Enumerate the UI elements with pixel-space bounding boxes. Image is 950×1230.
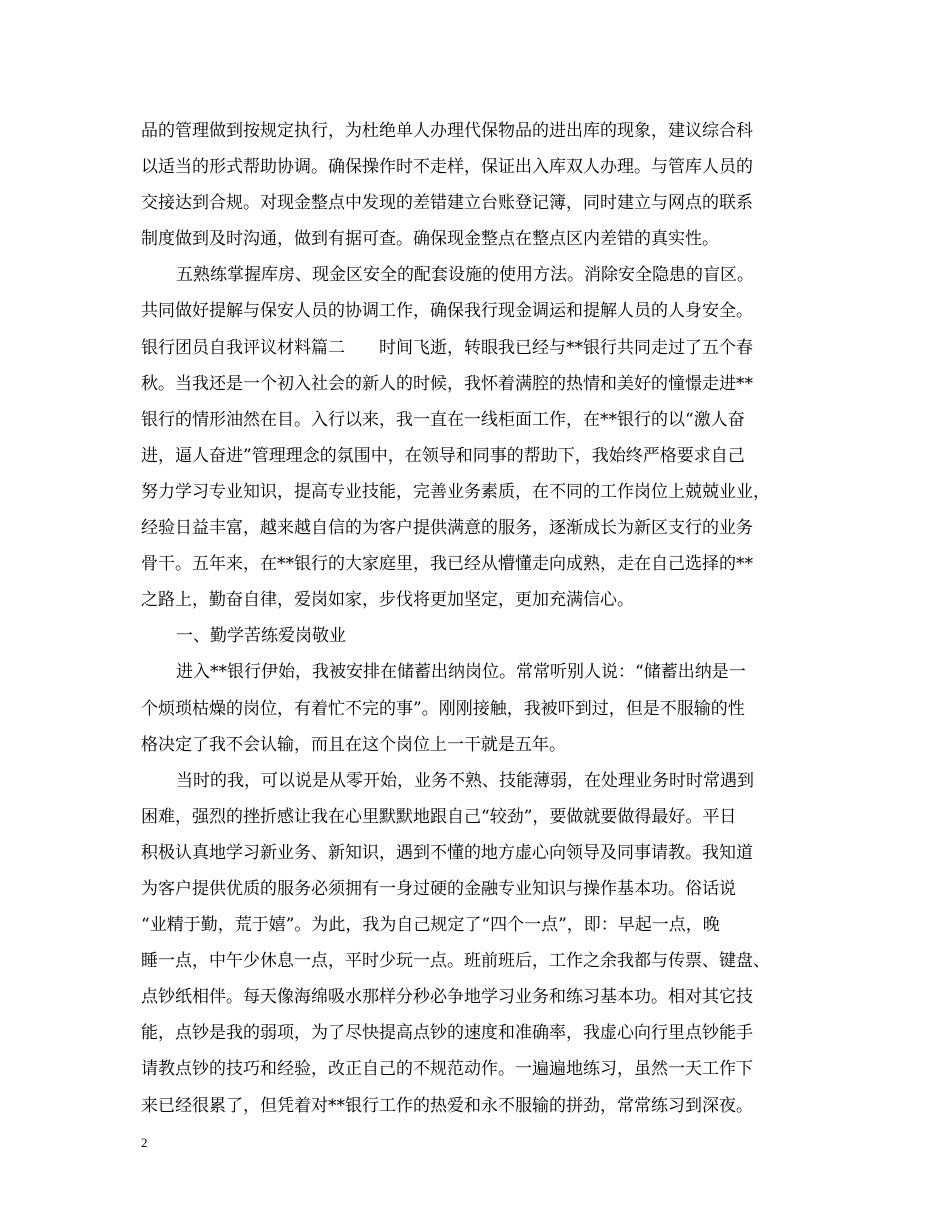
text-line: 困难，强烈的挫折感让我在心里默默地跟自己“较劲”，要做就要做得最好。平日 bbox=[141, 806, 737, 827]
text-line: 品的管理做到按规定执行，为杜绝单人办理代保物品的进出库的现象，建议综合科 bbox=[141, 121, 753, 141]
text-line: 骨干。五年来，在**银行的大家庭里，我已经从懵懂走向成熟，走在自己选择的** bbox=[141, 554, 753, 575]
text-line: 请教点钞的技巧和经验，改正自己的不规范动作。一遍遍地练习，虽然一天工作下 bbox=[141, 1059, 753, 1080]
body-text bbox=[141, 113, 821, 1124]
text-line: 来已经很累了，但凭着对**银行工作的热爱和永不服输的拼劲，常常练习到深夜。 bbox=[141, 1095, 753, 1116]
text-line: “业精于勤，荒于嬉”。为此，我为自己规定了“四个一点”，即：早起一点，晚 bbox=[141, 915, 720, 936]
text-line: 当时的我，可以说是从零开始，业务不熟、技能薄弱，在处理业务时时常遇到 bbox=[176, 770, 754, 791]
text-line: 努力学习专业知识，提高专业技能，完善业务素质，在不同的工作岗位上兢兢业业， bbox=[141, 481, 770, 502]
text-line: 进入**银行伊始，我被安排在储蓄出纳岗位。常常听别人说：“储蓄出纳是一 bbox=[176, 662, 746, 683]
page-number: 2 bbox=[141, 1135, 148, 1150]
text-line: 银行团员自我评议材料篇二 时间飞逝，转眼我已经与**银行共同走过了五个春 bbox=[141, 337, 753, 358]
text-line: 格决定了我不会认输，而且在这个岗位上一干就是五年。 bbox=[141, 734, 566, 755]
text-line: 银行的情形油然在目。入行以来，我一直在一线柜面工作，在**银行的以“激人奋 bbox=[141, 409, 745, 430]
text-line: 以适当的形式帮助协调。确保操作时不走样，保证出入库双人办理。与管库人员的 bbox=[141, 157, 753, 178]
text-line: 睡一点，中午少休息一点，平时少玩一点。班前班后，工作之余我都与传票、键盘、 bbox=[141, 951, 770, 972]
text-line: 共同做好提解与保安人员的协调工作，确保我行现金调运和提解人员的人身安全。 bbox=[141, 301, 753, 322]
text-line: 积极认真地学习新业务、新知识，遇到不懂的地方虚心向领导及同事请教。我知道 bbox=[141, 842, 753, 863]
text-line: 之路上，勤奋自律，爱岗如家，步伐将更加坚定，更加充满信心。 bbox=[141, 590, 634, 611]
text-line: 进，逼人奋进”管理理念的氛围中，在领导和同事的帮助下，我始终严格要求自己 bbox=[141, 445, 745, 466]
text-line: 点钞纸相伴。每天像海绵吸水那样分秒必争地学习业务和练习基本功。相对其它技 bbox=[141, 987, 753, 1008]
text-line: 制度做到及时沟通，做到有据可查。确保现金整点在整点区内差错的真实性。 bbox=[141, 229, 719, 250]
text-line: 能，点钞是我的弱项，为了尽快提高点钞的速度和准确率，我虚心向行里点钞能手 bbox=[141, 1023, 753, 1044]
text-line: 一、勤学苦练爱岗敬业 bbox=[176, 626, 346, 647]
text-line: 五熟练掌握库房、现金区安全的配套设施的使用方法。消除安全隐患的盲区。 bbox=[176, 265, 754, 286]
text-line: 经验日益丰富，越来越自信的为客户提供满意的服务，逐渐成长为新区支行的业务 bbox=[141, 518, 753, 539]
text-line: 个烦琐枯燥的岗位，有着忙不完的事”。刚刚接触，我被吓到过，但是不服输的性 bbox=[141, 698, 745, 719]
text-line: 秋。当我还是一个初入社会的新人的时候，我怀着满腔的热情和美好的憧憬走进** bbox=[141, 373, 753, 394]
text-line: 交接达到合规。对现金整点中发现的差错建立台账登记簿，同时建立与网点的联系 bbox=[141, 193, 753, 214]
text-line: 为客户提供优质的服务必须拥有一身过硬的金融专业知识与操作基本功。俗话说 bbox=[141, 878, 736, 899]
